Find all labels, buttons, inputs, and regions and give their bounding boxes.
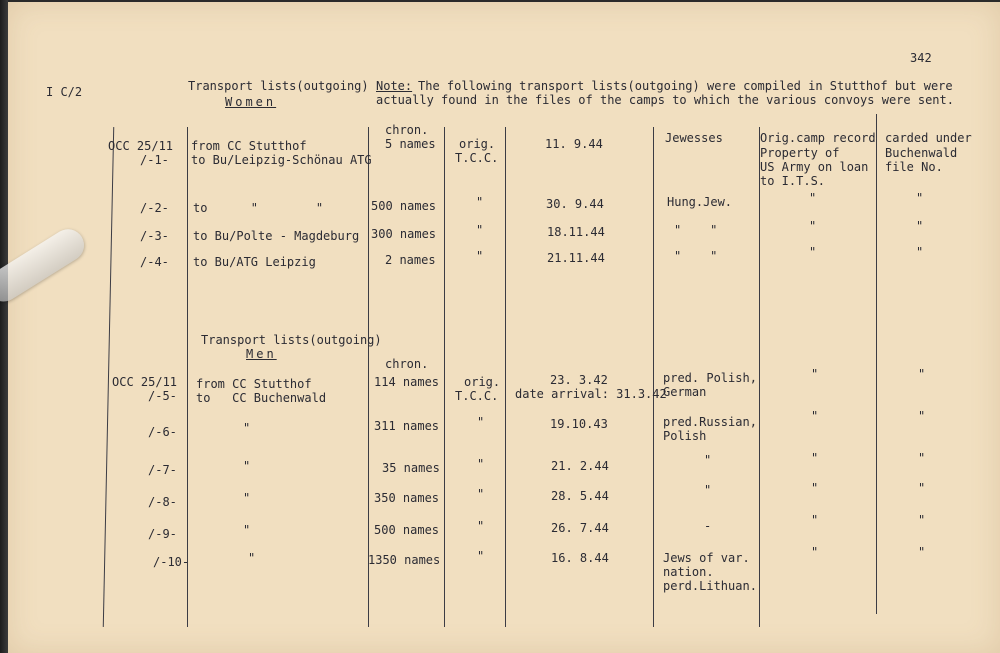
names-count: 300 names bbox=[371, 227, 437, 241]
row-number: /-5- bbox=[148, 389, 177, 403]
section-subtitle-women: Women bbox=[225, 95, 277, 109]
transport-date: 23. 3.42 bbox=[550, 373, 608, 387]
names-count: 1350 names bbox=[368, 553, 441, 567]
section-title-men: Transport lists(outgoing) bbox=[201, 333, 382, 347]
women-reference: OCC 25/11 bbox=[108, 139, 174, 153]
row-number: /-2- bbox=[140, 201, 169, 215]
nationality: Hung.Jew. bbox=[667, 195, 733, 209]
transport-date: 28. 5.44 bbox=[551, 489, 609, 503]
carded-header-3: file No. bbox=[885, 160, 943, 174]
note-label: Note: bbox=[376, 79, 413, 93]
ditto-mark: " bbox=[918, 367, 926, 381]
ditto-mark: " bbox=[809, 245, 817, 259]
transport-route: from CC Stutthof bbox=[196, 377, 312, 391]
transport-date: 19.10.43 bbox=[550, 417, 608, 431]
column-rule-5 bbox=[505, 127, 506, 627]
ditto-mark: " bbox=[243, 523, 251, 537]
section-subtitle-men: Men bbox=[246, 347, 277, 361]
nationality: " " bbox=[674, 223, 718, 237]
nationality: perd.Lithuan. bbox=[663, 579, 757, 593]
ditto-mark: " bbox=[243, 459, 251, 473]
ditto-mark: " bbox=[811, 545, 819, 559]
ditto-mark: " bbox=[811, 451, 819, 465]
row-number: /-4- bbox=[140, 255, 169, 269]
column-rule-7 bbox=[759, 127, 760, 627]
nationality: pred.Russian, bbox=[663, 415, 757, 429]
ditto-mark: " bbox=[811, 409, 819, 423]
dash-mark: - bbox=[704, 519, 712, 533]
ditto-mark: " bbox=[476, 249, 484, 263]
ditto-mark: " bbox=[477, 549, 485, 563]
note-text-line-2: actually found in the files of the camps to which the various convoys were sent. bbox=[376, 93, 954, 107]
book-binding-edge bbox=[0, 0, 8, 653]
transport-date: 16. 8.44 bbox=[551, 551, 609, 565]
transport-route: to Bu/Leipzig-Schönau ATG bbox=[191, 153, 372, 167]
transport-route: to Bu/ATG Leipzig bbox=[193, 255, 316, 269]
ditto-mark: " bbox=[704, 483, 712, 497]
ditto-mark: " bbox=[477, 457, 485, 471]
ditto-mark: " bbox=[477, 415, 485, 429]
ditto-mark: " bbox=[918, 513, 926, 527]
section-title-women: Transport lists(outgoing) bbox=[188, 79, 369, 93]
chron-header-women: chron. bbox=[385, 123, 429, 137]
ditto-mark: " bbox=[918, 451, 926, 465]
carded-header-2: Buchenwald bbox=[885, 146, 958, 160]
transport-date: 26. 7.44 bbox=[551, 521, 609, 535]
row-number: /-6- bbox=[148, 425, 177, 439]
names-count: 35 names bbox=[382, 461, 440, 475]
transport-route: to CC Buchenwald bbox=[196, 391, 327, 405]
ditto-mark: " bbox=[916, 219, 924, 233]
camp-record-header-3: US Army on loan bbox=[760, 160, 869, 174]
orig-label: orig. bbox=[464, 375, 501, 389]
camp-record-header-2: Property of bbox=[760, 146, 840, 160]
ditto-mark: " bbox=[476, 223, 484, 237]
carded-header-1: carded under bbox=[885, 131, 972, 145]
page-number: 342 bbox=[910, 51, 932, 65]
ditto-mark: " bbox=[918, 409, 926, 423]
note-text-line-1: The following transport lists(outgoing) were compiled in Stutthof but were bbox=[418, 79, 953, 93]
row-number: /-9- bbox=[148, 527, 177, 541]
nationality: nation. bbox=[663, 565, 714, 579]
ditto-mark: " bbox=[476, 195, 484, 209]
column-rule-6 bbox=[653, 127, 654, 627]
ditto-mark: " bbox=[243, 491, 251, 505]
ditto-mark: " bbox=[811, 513, 819, 527]
names-count: 114 names bbox=[374, 375, 440, 389]
transport-route: to " " bbox=[193, 201, 324, 215]
chron-header-men: chron. bbox=[385, 357, 429, 371]
arrival-date: date arrival: 31.3.42 bbox=[515, 387, 667, 401]
transport-route: to Bu/Polte - Magdeburg bbox=[193, 229, 360, 243]
names-count: 2 names bbox=[385, 253, 436, 267]
ditto-mark: " bbox=[918, 481, 926, 495]
column-rule-2 bbox=[187, 127, 188, 627]
orig-header-2: T.C.C. bbox=[455, 151, 499, 165]
camp-record-header-4: to I.T.S. bbox=[760, 174, 826, 188]
row-number: /-8- bbox=[148, 495, 177, 509]
names-count: 500 names bbox=[374, 523, 440, 537]
nationality: Jews of var. bbox=[663, 551, 750, 565]
transport-date: 21. 2.44 bbox=[551, 459, 609, 473]
orig-label: T.C.C. bbox=[455, 389, 499, 403]
file-reference: I C/2 bbox=[46, 85, 83, 99]
column-rule-8 bbox=[876, 114, 877, 614]
names-count: 5 names bbox=[385, 137, 436, 151]
row-number: /-10- bbox=[153, 555, 190, 569]
nationality: German bbox=[663, 385, 707, 399]
camp-record-header-1: Orig.camp record bbox=[760, 131, 876, 145]
ditto-mark: " bbox=[918, 545, 926, 559]
row-number: /-3- bbox=[140, 229, 169, 243]
transport-date: 21.11.44 bbox=[547, 251, 605, 265]
column-rule-3 bbox=[368, 127, 369, 627]
men-reference: OCC 25/11 bbox=[112, 375, 178, 389]
ditto-mark: " bbox=[809, 191, 817, 205]
ditto-mark: " bbox=[704, 453, 712, 467]
nationality: Jewesses bbox=[665, 131, 723, 145]
ditto-mark: " bbox=[811, 481, 819, 495]
ditto-mark: " bbox=[916, 245, 924, 259]
names-count: 500 names bbox=[371, 199, 437, 213]
names-count: 350 names bbox=[374, 491, 440, 505]
transport-date: 11. 9.44 bbox=[545, 137, 603, 151]
row-number: /-1- bbox=[140, 153, 169, 167]
row-number: /-7- bbox=[148, 463, 177, 477]
ditto-mark: " bbox=[809, 219, 817, 233]
ditto-mark: " bbox=[477, 519, 485, 533]
ditto-mark: " bbox=[248, 551, 256, 565]
names-count: 311 names bbox=[374, 419, 440, 433]
orig-header-1: orig. bbox=[459, 137, 496, 151]
nationality: pred. Polish, bbox=[663, 371, 757, 385]
nationality: " " bbox=[674, 249, 718, 263]
ditto-mark: " bbox=[811, 367, 819, 381]
transport-date: 18.11.44 bbox=[547, 225, 605, 239]
transport-date: 30. 9.44 bbox=[546, 197, 604, 211]
document-page bbox=[8, 2, 1000, 653]
column-rule-4 bbox=[444, 127, 445, 627]
ditto-mark: " bbox=[916, 191, 924, 205]
transport-route: from CC Stutthof bbox=[191, 139, 307, 153]
ditto-mark: " bbox=[243, 421, 251, 435]
nationality: Polish bbox=[663, 429, 707, 443]
ditto-mark: " bbox=[477, 487, 485, 501]
